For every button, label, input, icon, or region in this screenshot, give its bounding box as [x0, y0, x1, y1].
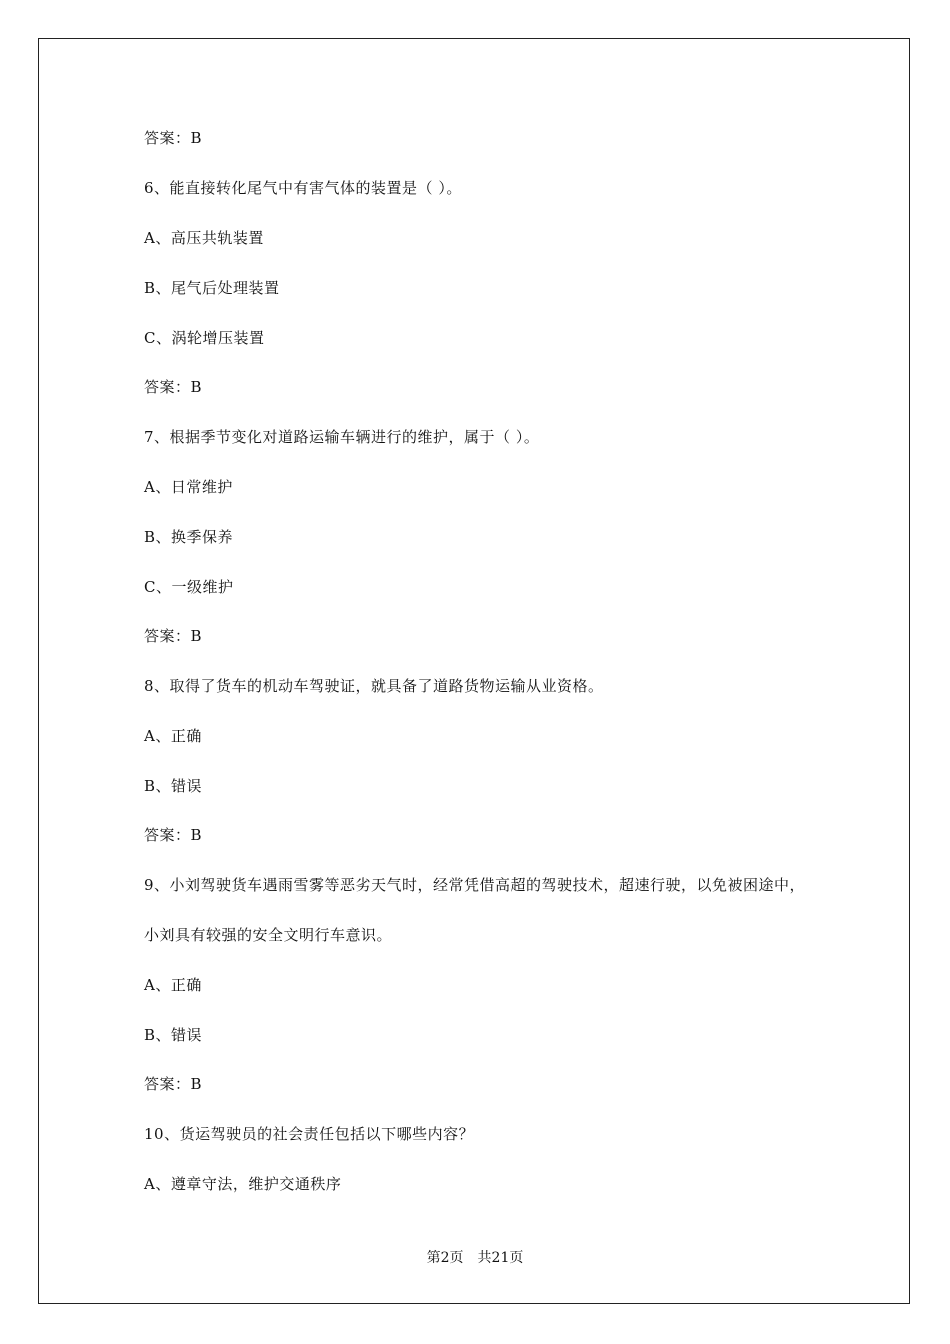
question-9-text-line1: 9、小刘驾驶货车遇雨雪雾等恶劣天气时，经常凭借高超的驾驶技术，超速行驶，以免被困途中， [144, 876, 806, 894]
question-8-text: 8、取得了货车的机动车驾驶证，就具备了道路货物运输从业资格。 [144, 677, 604, 695]
question-10-text: 10、货运驾驶员的社会责任包括以下哪些内容？ [144, 1125, 475, 1143]
question-7-answer: 答案：B [144, 627, 203, 645]
question-6-answer: 答案：B [144, 378, 203, 396]
page-total: 共21页 [477, 1250, 524, 1266]
question-6-option-a: A、高压共轨装置 [144, 229, 264, 247]
answer-line: 答案：B [144, 129, 203, 147]
question-8-option-a: A、正确 [144, 727, 202, 745]
question-9-option-a: A、正确 [144, 976, 202, 994]
question-7-text: 7、根据季节变化对道路运输车辆进行的维护，属于（ ）。 [144, 428, 540, 446]
question-7-option-a: A、日常维护 [144, 478, 233, 496]
question-10-option-a: A、遵章守法，维护交通秩序 [144, 1175, 342, 1193]
question-6-text: 6、能直接转化尾气中有害气体的装置是（ ）。 [144, 179, 462, 197]
question-9-text-line2: 小刘具有较强的安全文明行车意识。 [144, 926, 393, 944]
question-9-option-b: B、错误 [144, 1026, 203, 1044]
question-9-answer: 答案：B [144, 1075, 203, 1093]
question-7-option-b: B、换季保养 [144, 528, 234, 546]
question-6-option-c: C、涡轮增压装置 [144, 329, 265, 347]
page-number: 第2页 [426, 1250, 464, 1266]
question-6-option-b: B、尾气后处理装置 [144, 279, 280, 297]
question-7-option-c: C、一级维护 [144, 578, 234, 596]
page-footer [0, 1249, 950, 1267]
question-8-answer: 答案：B [144, 826, 203, 844]
question-8-option-b: B、错误 [144, 777, 203, 795]
